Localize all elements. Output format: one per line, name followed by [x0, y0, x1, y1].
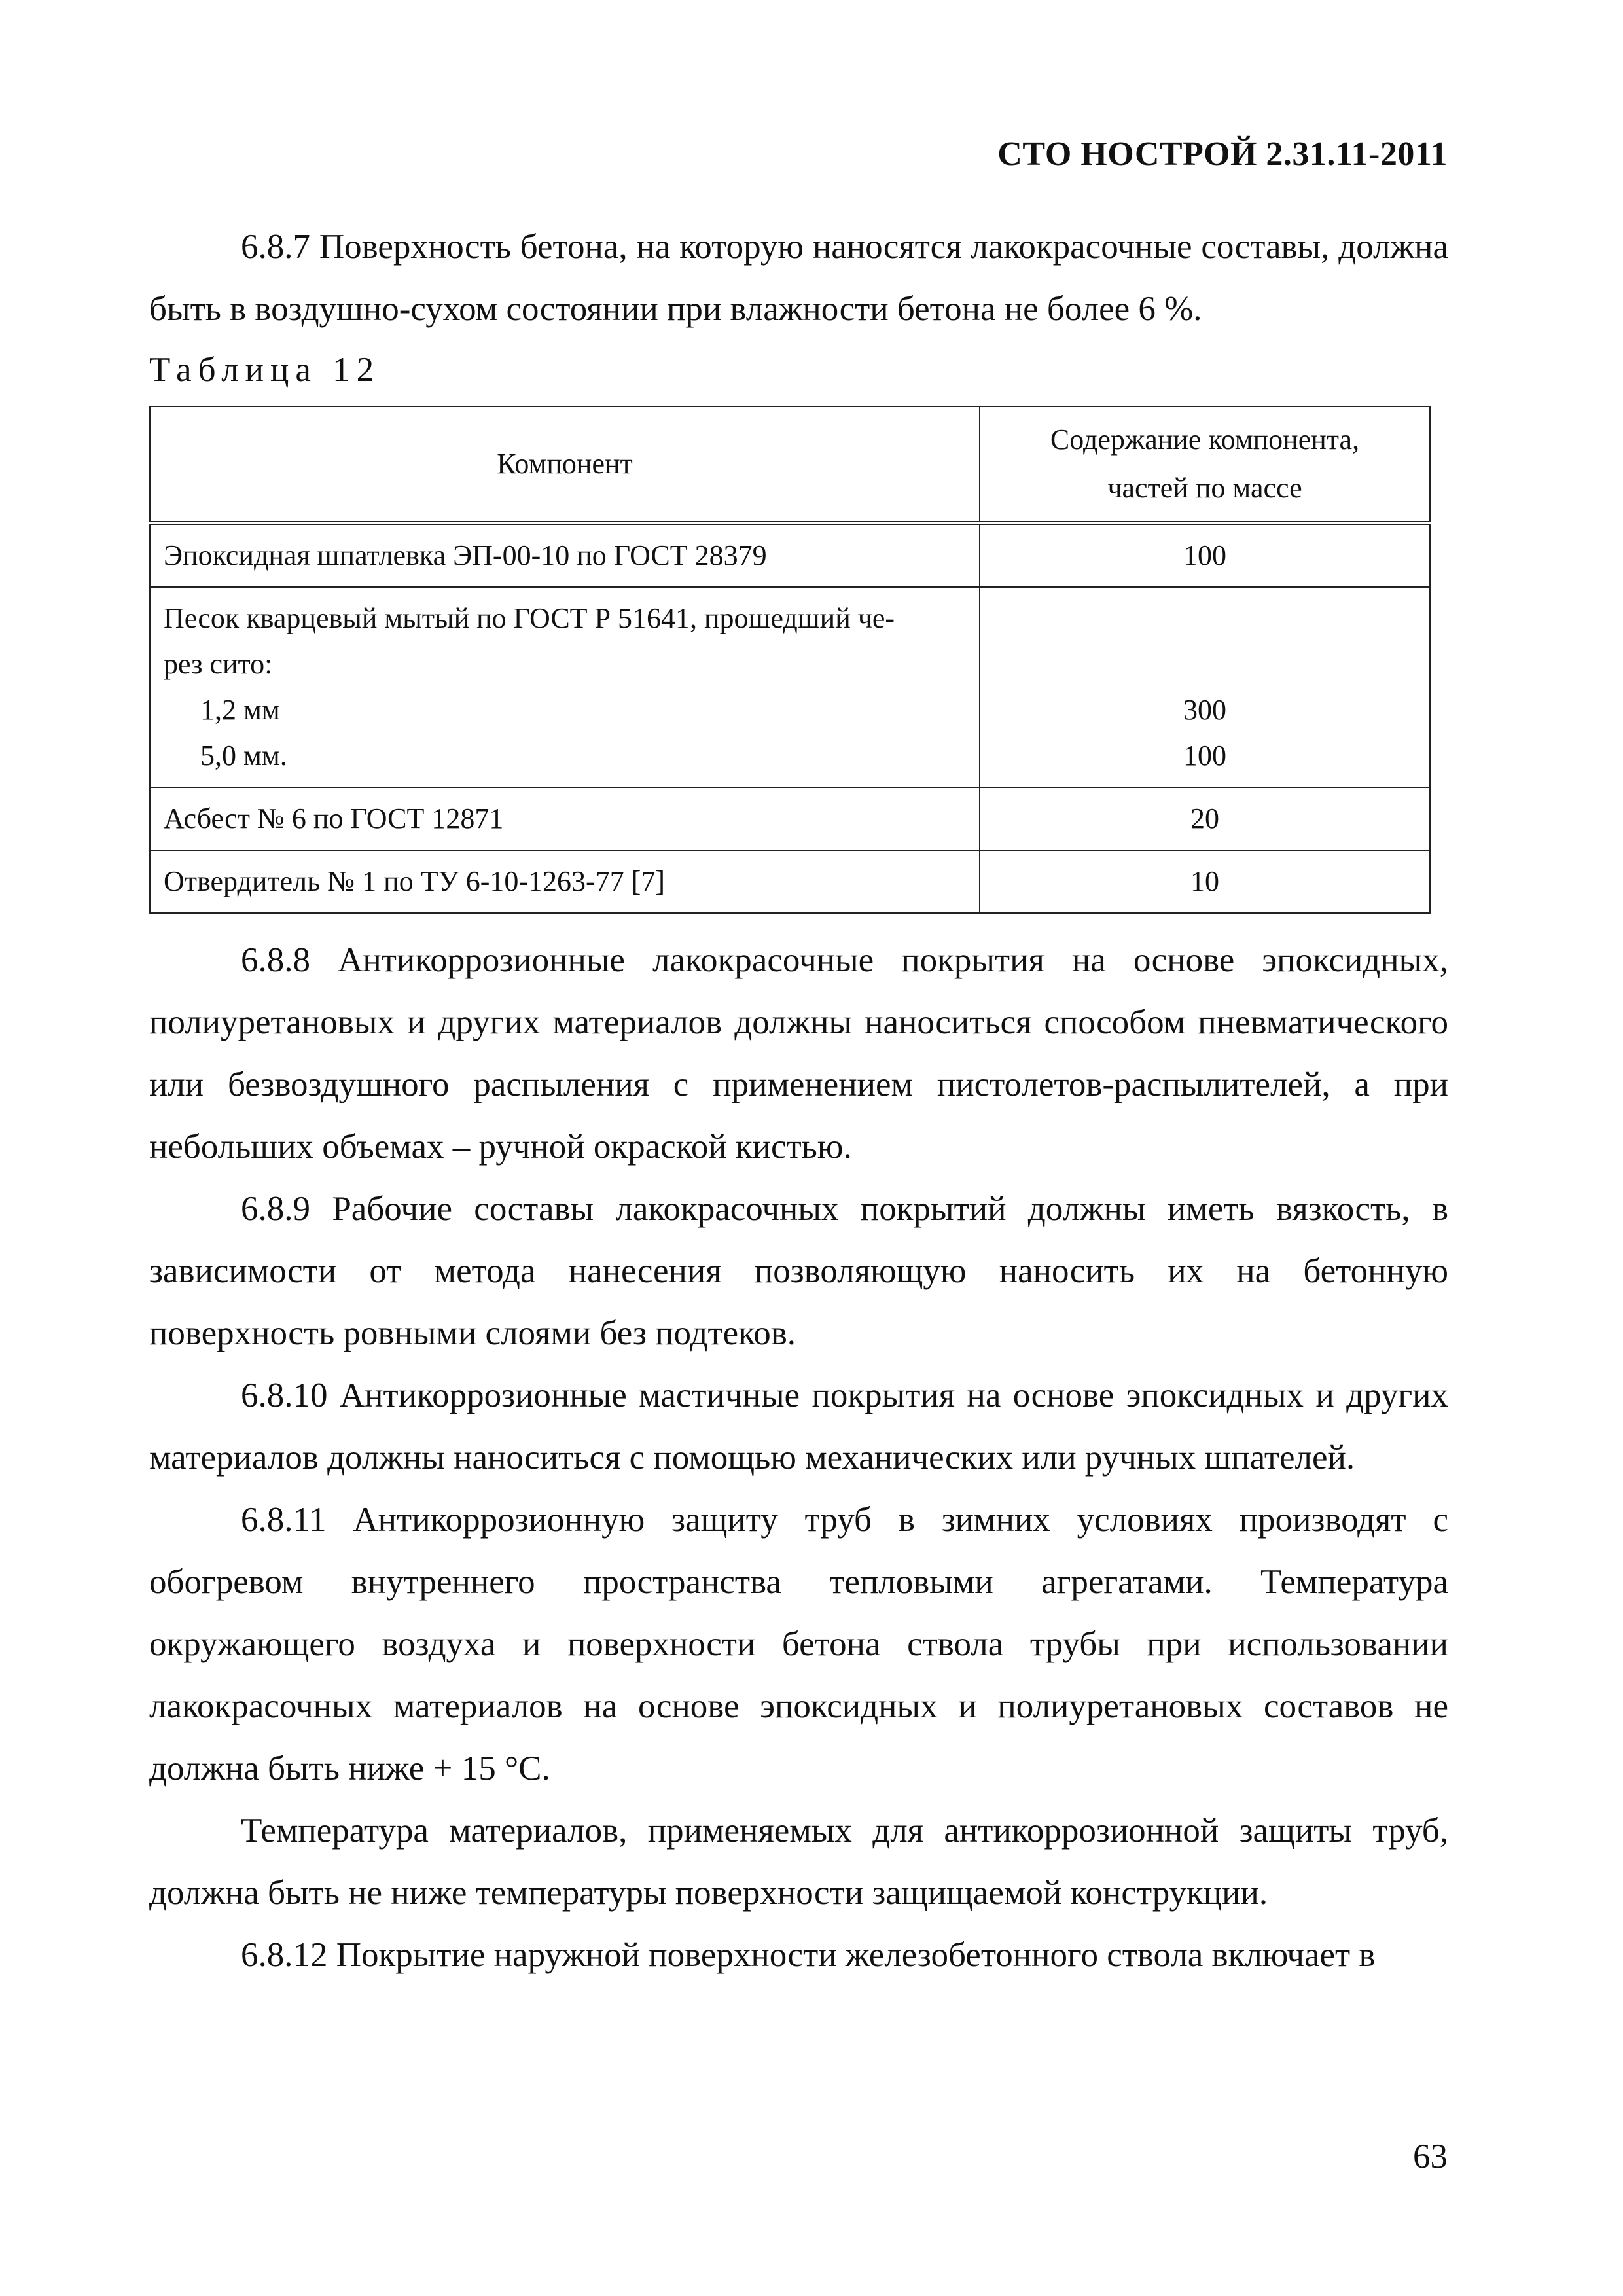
table-row — [150, 523, 1430, 587]
paragraph-6-8-12: 6.8.12 Покрытие наружной поверхности железобетонного ствола включает в — [241, 1936, 1376, 1974]
paragraph-6-8-9: 6.8.9 Рабочие составы лакокрасочных покрытий должны иметь вязкость, в зависимости от метода нанесения позволяющую наносить их на бетонную поверхность ровными слоями без подтеков. — [149, 1190, 1448, 1352]
cell-component-line2: рез сито: — [164, 648, 273, 680]
cell-component: Асбест № 6 по ГОСТ 12871 — [150, 787, 980, 850]
table-row — [150, 587, 1430, 787]
table-header-row — [150, 406, 1430, 523]
cell-component — [150, 587, 980, 787]
document-code-header: СТО НОСТРОЙ 2.31.11-2011 — [997, 135, 1448, 173]
cell-value: 20 — [980, 787, 1430, 850]
cell-component-line1: Песок кварцевый мытый по ГОСТ Р 51641, прошедший че- — [164, 602, 895, 634]
cell-component: Эпоксидная шпатлевка ЭП-00-10 по ГОСТ 28379 — [150, 523, 980, 587]
table-caption: Таблица 12 — [149, 351, 381, 389]
body-text-block — [149, 929, 1448, 1986]
sub-item-value: 100 — [1183, 740, 1226, 772]
sub-item-value: 300 — [1183, 694, 1226, 726]
components-table — [149, 406, 1431, 914]
table-row — [150, 787, 1430, 850]
paragraph-6-8-8: 6.8.8 Антикоррозионные лакокрасочные покрытия на основе эпоксидных, полиуретановых и других материалов должны наноситься способом пневматического или безвоздушного распыления с применением пистолетов-распылителей, а при небольших объемах – ручной окраской кистью. — [149, 941, 1448, 1166]
column-header-content — [980, 406, 1430, 523]
cell-value: 100 — [980, 523, 1430, 587]
column-header-content-line2: частей по массе — [1107, 472, 1302, 504]
sub-item-label: 5,0 мм. — [200, 740, 287, 772]
sub-item-label: 1,2 мм — [200, 694, 280, 726]
page-number: 63 — [1413, 2138, 1448, 2176]
intro-paragraph-block — [149, 216, 1448, 340]
column-header-component: Компонент — [150, 406, 980, 523]
paragraph-temperature: Температура материалов, применяемых для антикоррозионной защиты труб, должна быть не ниже температуры поверхности защищаемой конструкции. — [149, 1812, 1448, 1912]
paragraph-6-8-11: 6.8.11 Антикоррозионную защиту труб в зимних условиях производят с обогревом внутреннего пространства тепловыми агрегатами. Температура окружающего воздуха и поверхности бетона ствола трубы при использовании лакокрасочных материалов на основе эпоксидных и полиуретановых составов не должна быть ниже + 15 °C. — [149, 1501, 1448, 1787]
column-header-content-line1: Содержание компонента, — [1050, 423, 1360, 456]
paragraph-6-8-7: 6.8.7 Поверхность бетона, на которую наносятся лакокрасочные составы, должна быть в воздушно-сухом состоянии при влажности бетона не более 6 %. — [149, 228, 1448, 328]
table-row — [150, 850, 1430, 913]
cell-component: Отвердитель № 1 по ТУ 6-10-1263-77 [7] — [150, 850, 980, 913]
cell-value: 10 — [980, 850, 1430, 913]
paragraph-6-8-10: 6.8.10 Антикоррозионные мастичные покрытия на основе эпоксидных и других материалов должны наноситься с помощью механических или ручных шпателей. — [149, 1376, 1448, 1477]
cell-value — [980, 587, 1430, 787]
